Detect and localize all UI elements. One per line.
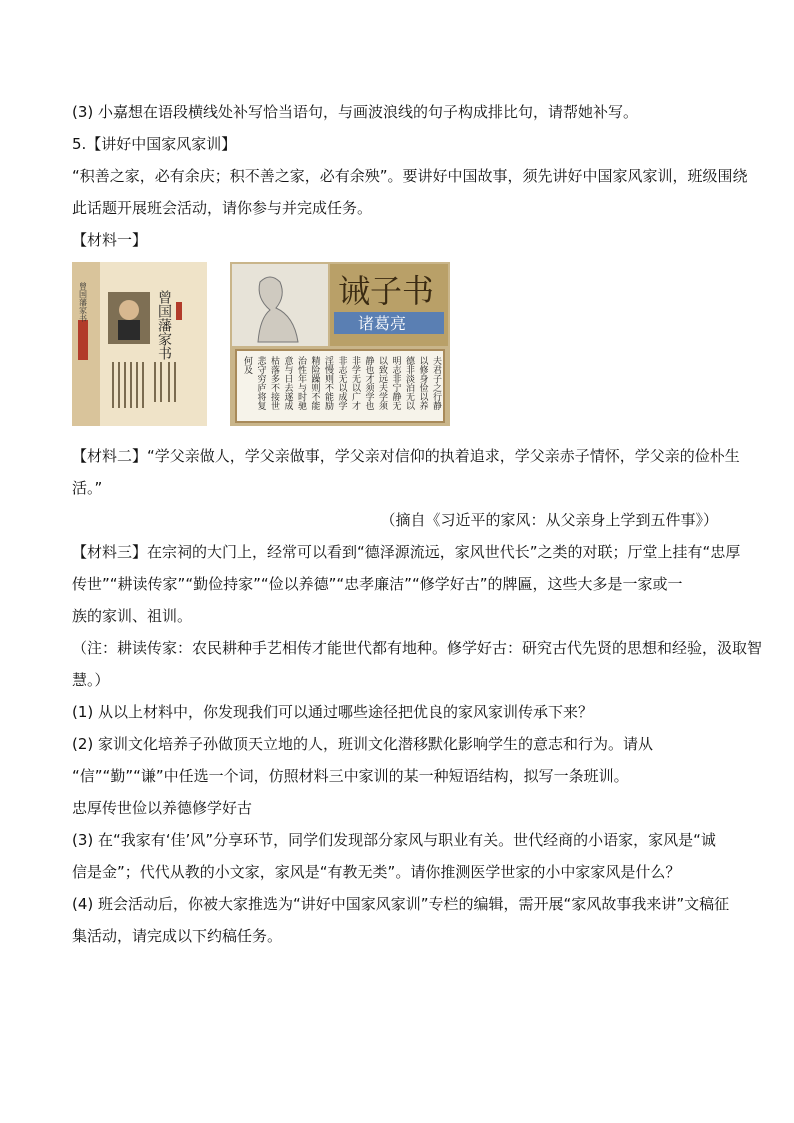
note-line-1: （注：耕读传家：农民耕种手艺相传才能世代都有地种。修学好古：研究古代先贤的思想和经验，汲取智	[72, 639, 763, 657]
calligraphy-column: 何及	[242, 356, 252, 374]
sub-question-3-line-1: (3) 在“我家有‘佳’风”分享环节，同学们发现部分家风与职业有关。世代经商的小语家，家风是“诚	[72, 831, 716, 849]
art-title-text: 诫子书	[338, 272, 435, 310]
material-2-source: （摘自《习近平的家风：从父亲身上学到五件事》）	[380, 511, 718, 529]
book-spine-text: 曾国藩家书	[78, 282, 88, 322]
calligraphy-column: 非志无以成学	[336, 356, 347, 410]
sub-question-3-line-2: 信是金”；代代从教的小文家，家风是“有教无类”。请你推测医学世家的小中家家风是什么？	[72, 863, 681, 881]
calligraphy-columns	[242, 355, 442, 411]
book-cover-image	[72, 262, 207, 426]
material-3-line-3: 族的家训、祖训。	[72, 607, 193, 625]
calligraphy-column: 非学无以广才	[350, 356, 360, 410]
sub-question-2-line-2: “信”“勤”“谦”中任选一个词，仿照材料三中家训的某一种短语结构，拟写一条班训。	[72, 767, 629, 785]
material-3-line-1: 【材料三】在宗祠的大门上，经常可以看到“德泽源流远，家风世代长”之类的对联；厅堂上挂有“忠厚	[72, 543, 741, 561]
sub-question-4-line-1: (4) 班会活动后，你被大家推选为“讲好中国家风家训”专栏的编辑，需开展“家风故事我来讲”文稿征	[72, 895, 730, 913]
answer-line: 忠厚传世俭以养德修学好古	[72, 799, 253, 817]
sub-question-1: (1) 从以上材料中，你发现我们可以通过哪些途径把优良的家风家训传承下来？	[72, 703, 594, 721]
jiezishu-calligraphy-image	[230, 262, 450, 426]
calligraphy-column: 精险躁则不能	[309, 356, 320, 410]
intro-line-2: 此话题开展班会活动，请你参与并完成任务。	[72, 199, 373, 217]
calligraphy-column: 夫君子之行静	[431, 356, 441, 410]
calligraphy-column: 明志非宁静无	[390, 356, 401, 410]
calligraphy-column: 德非淡泊无以	[404, 356, 414, 410]
calligraphy-column: 悲守穷庐将复	[255, 356, 266, 410]
calligraphy-column: 以致远夫学须	[377, 356, 387, 410]
calligraphy-column: 淫慢则不能励	[323, 356, 333, 410]
question-3-old: (3) 小嘉想在语段横线处补写恰当语句，与画波浪线的句子构成排比句，请帮她补写。	[72, 103, 639, 121]
note-line-2: 慧。）	[72, 671, 110, 689]
material-2-line-2: 活。”	[72, 479, 103, 497]
art-author-text: 诸葛亮	[358, 314, 407, 333]
sub-question-4-line-2: 集活动，请完成以下约稿任务。	[72, 927, 283, 945]
material-3-line-2: 传世”“耕读传家”“勤俭持家”“俭以养德”“忠孝廉洁”“修学好古”的牌匾，这些大多是一家或一	[72, 575, 683, 593]
calligraphy-column: 静也才须学也	[363, 356, 374, 410]
material-1-label: 【材料一】	[72, 231, 148, 249]
material-2-line-1: 【材料二】“学父亲做人，学父亲做事，学父亲对信仰的执着追求，学父亲赤子情怀，学父亲的俭朴生	[72, 447, 740, 465]
section-5-heading: 5.【讲好中国家风家训】	[72, 135, 237, 153]
calligraphy-column: 意与日去遂成	[282, 356, 293, 410]
calligraphy-column: 枯落多不接世	[269, 356, 279, 410]
intro-line-1: “积善之家，必有余庆；积不善之家，必有余殃”。要讲好中国故事，须先讲好中国家风家训，班级围绕	[72, 167, 748, 185]
book-title-text: 曾国藩家书	[156, 290, 172, 360]
sub-question-2-line-1: (2) 家训文化培养子孙做顶天立地的人，班训文化潜移默化影响学生的意志和行为。请从	[72, 735, 654, 753]
calligraphy-column: 治性年与时驰	[296, 356, 306, 410]
calligraphy-column: 以修身俭以养	[417, 356, 428, 410]
